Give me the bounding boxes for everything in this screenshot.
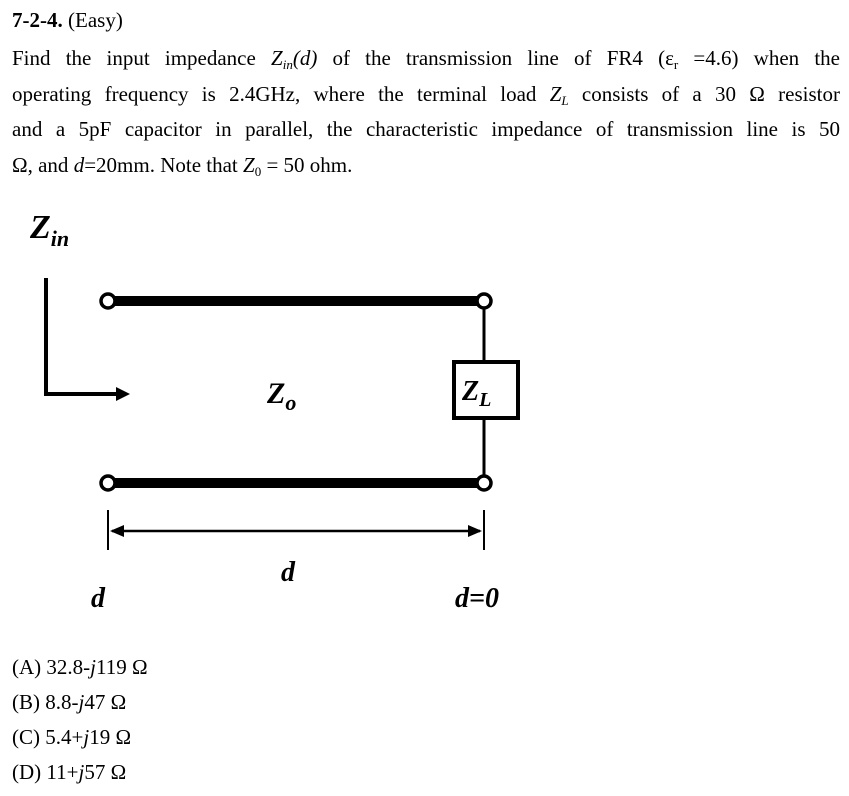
problem-statement: [12, 41, 840, 183]
choice-text: 19 Ω: [89, 725, 132, 749]
terminal-circle-icon: [477, 294, 491, 308]
problem-line-4: [12, 148, 840, 184]
problem-line-1: [12, 41, 840, 77]
problem-difficulty: (Easy): [68, 8, 123, 32]
text: Find the input impedance: [12, 46, 272, 70]
choice-d[interactable]: [12, 755, 148, 790]
problem-line-2: [12, 77, 840, 113]
choice-a[interactable]: [12, 650, 148, 685]
d-symbol: d: [73, 152, 85, 177]
text: Ω, and: [12, 152, 74, 177]
text: consists of a 30 Ω resistor: [568, 81, 840, 106]
terminal-circle-icon: [101, 476, 115, 490]
arrow-head-icon: [116, 387, 130, 401]
choice-text: (B) 8.8-: [12, 690, 79, 714]
text: operating frequency is 2.4GHz, where the terminal load: [12, 81, 550, 106]
z0-subscript: 0: [254, 163, 262, 179]
choice-text: 47 Ω: [84, 690, 127, 714]
zl-symbol: Z: [549, 81, 562, 106]
choice-c[interactable]: [12, 720, 148, 755]
imag-unit: j: [83, 725, 90, 749]
text: =20mm. Note that: [84, 152, 244, 177]
imag-unit: j: [78, 760, 85, 784]
epsilon-symbol: ε: [665, 46, 674, 70]
choice-text: (D) 11+: [12, 760, 79, 784]
zin-subscript: in: [282, 57, 293, 72]
text: = 50 ohm.: [261, 152, 353, 177]
transmission-line-diagram: [0, 190, 849, 630]
d-zero-label: d=0: [455, 583, 499, 614]
zin-arg: (d): [292, 46, 318, 70]
arrow-left-icon: [110, 525, 124, 537]
problem-number: 7-2-4.: [12, 8, 63, 32]
text: =4.6) when the: [678, 46, 840, 70]
zl-subscript: L: [561, 92, 569, 108]
choice-text: (C) 5.4+: [12, 725, 84, 749]
zin-symbol: Z: [271, 46, 283, 70]
choice-text: 57 Ω: [84, 760, 127, 784]
zin-label: $Z_{in}$: [30, 209, 70, 251]
terminal-circle-icon: [101, 294, 115, 308]
text: of the transmission line of FR4 (: [317, 46, 666, 70]
zl-label: $Z_L$: [462, 376, 492, 411]
imag-unit: j: [78, 690, 85, 714]
answer-choices: [12, 650, 148, 790]
epsilon-subscript: r: [673, 57, 679, 72]
problem-heading: [12, 8, 123, 33]
choice-b[interactable]: [12, 685, 148, 720]
choice-text: (A) 32.8-: [12, 655, 91, 679]
d-left-label: d: [91, 583, 105, 614]
terminal-circle-icon: [477, 476, 491, 490]
problem-line-3: and a 5pF capacitor in parallel, the characteristic impedance of transmission line is 50: [12, 117, 840, 141]
imag-unit: j: [90, 655, 96, 679]
d-mid-label: d: [281, 557, 295, 588]
choice-text: 119 Ω: [96, 655, 148, 679]
zo-label: $Z_o$: [267, 377, 297, 415]
z0-symbol: Z: [243, 152, 255, 177]
arrow-right-icon: [468, 525, 482, 537]
